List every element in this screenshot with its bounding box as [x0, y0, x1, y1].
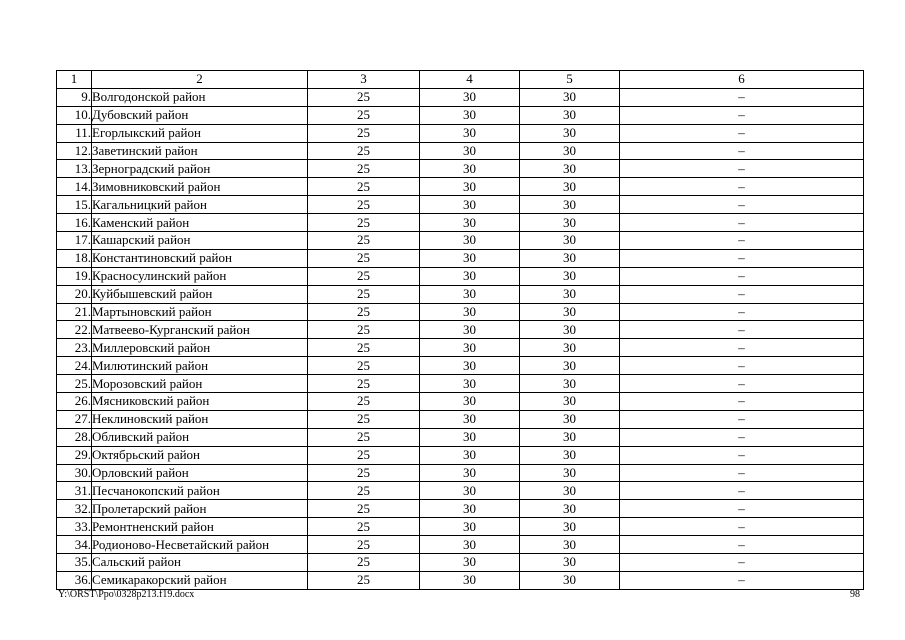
col4-value: 30: [420, 482, 520, 500]
col4-value: 30: [420, 303, 520, 321]
table-row: [57, 232, 864, 250]
col4-value: 30: [420, 88, 520, 106]
col4-value: 30: [420, 196, 520, 214]
col6-value: –: [620, 106, 864, 124]
col4-value: 30: [420, 464, 520, 482]
col6-value: –: [620, 285, 864, 303]
col4-value: 30: [420, 249, 520, 267]
table-row: [57, 321, 864, 339]
district-name: Красносулинский район: [92, 267, 308, 285]
col5-value: 30: [520, 303, 620, 321]
col4-value: 30: [420, 428, 520, 446]
district-name: Милютинский район: [92, 357, 308, 375]
col6-value: –: [620, 232, 864, 250]
district-name: Зимовниковский район: [92, 178, 308, 196]
col3-value: 25: [308, 375, 420, 393]
table-row: [57, 482, 864, 500]
col5-value: 30: [520, 285, 620, 303]
col6-value: –: [620, 160, 864, 178]
col6-value: –: [620, 214, 864, 232]
col4-value: 30: [420, 160, 520, 178]
table-row: [57, 124, 864, 142]
col6-value: –: [620, 267, 864, 285]
col6-value: –: [620, 464, 864, 482]
col3-value: 25: [308, 339, 420, 357]
table-row: [57, 357, 864, 375]
district-name: Песчанокопский район: [92, 482, 308, 500]
col5-value: 30: [520, 428, 620, 446]
col5-value: 30: [520, 249, 620, 267]
col6-value: –: [620, 321, 864, 339]
row-number: 11.: [57, 124, 92, 142]
col4-value: 30: [420, 500, 520, 518]
district-name: Куйбышевский район: [92, 285, 308, 303]
table-row: [57, 249, 864, 267]
col6-value: –: [620, 142, 864, 160]
col4-value: 30: [420, 375, 520, 393]
table-row: [57, 536, 864, 554]
col6-value: –: [620, 88, 864, 106]
col3-value: 25: [308, 357, 420, 375]
table-row: [57, 375, 864, 393]
col3-value: 25: [308, 500, 420, 518]
col4-value: 30: [420, 142, 520, 160]
district-name: Егорлыкский район: [92, 124, 308, 142]
col4-value: 30: [420, 518, 520, 536]
col5-value: 30: [520, 482, 620, 500]
col4-value: 30: [420, 357, 520, 375]
row-number: 19.: [57, 267, 92, 285]
row-number: 30.: [57, 464, 92, 482]
district-name: Орловский район: [92, 464, 308, 482]
col6-value: –: [620, 446, 864, 464]
row-number: 29.: [57, 446, 92, 464]
col6-value: –: [620, 500, 864, 518]
table-row: [57, 160, 864, 178]
row-number: 16.: [57, 214, 92, 232]
col6-value: –: [620, 124, 864, 142]
table-row: [57, 285, 864, 303]
table-row: [57, 393, 864, 411]
row-number: 20.: [57, 285, 92, 303]
row-number: 32.: [57, 500, 92, 518]
col4-value: 30: [420, 267, 520, 285]
row-number: 25.: [57, 375, 92, 393]
col5-value: 30: [520, 178, 620, 196]
col5-value: 30: [520, 160, 620, 178]
col6-value: –: [620, 428, 864, 446]
table-row: [57, 339, 864, 357]
column-number-2: 2: [92, 71, 308, 89]
row-number: 33.: [57, 518, 92, 536]
column-number-3: 3: [308, 71, 420, 89]
district-name: Семикаракорский район: [92, 571, 308, 589]
table-row: [57, 214, 864, 232]
col3-value: 25: [308, 124, 420, 142]
col3-value: 25: [308, 285, 420, 303]
district-name: Пролетарский район: [92, 500, 308, 518]
column-number-6: 6: [620, 71, 864, 89]
row-number: 24.: [57, 357, 92, 375]
row-number: 10.: [57, 106, 92, 124]
col6-value: –: [620, 357, 864, 375]
col4-value: 30: [420, 321, 520, 339]
table-row: [57, 554, 864, 572]
row-number: 27.: [57, 410, 92, 428]
col3-value: 25: [308, 249, 420, 267]
district-name: Волгодонской район: [92, 88, 308, 106]
col6-value: –: [620, 375, 864, 393]
col4-value: 30: [420, 339, 520, 357]
col3-value: 25: [308, 428, 420, 446]
col4-value: 30: [420, 410, 520, 428]
table-row: [57, 410, 864, 428]
col3-value: 25: [308, 178, 420, 196]
col3-value: 25: [308, 536, 420, 554]
district-name: Константиновский район: [92, 249, 308, 267]
col6-value: –: [620, 303, 864, 321]
district-name: Кагальницкий район: [92, 196, 308, 214]
col5-value: 30: [520, 124, 620, 142]
col4-value: 30: [420, 554, 520, 572]
row-number: 9.: [57, 88, 92, 106]
col3-value: 25: [308, 196, 420, 214]
table-row: [57, 428, 864, 446]
footer-page-number: 98: [850, 589, 860, 600]
table-row: [57, 88, 864, 106]
col3-value: 25: [308, 160, 420, 178]
col5-value: 30: [520, 321, 620, 339]
district-name: Матвеево-Курганский район: [92, 321, 308, 339]
col3-value: 25: [308, 446, 420, 464]
row-number: 31.: [57, 482, 92, 500]
col5-value: 30: [520, 571, 620, 589]
col5-value: 30: [520, 357, 620, 375]
col5-value: 30: [520, 142, 620, 160]
col6-value: –: [620, 249, 864, 267]
col4-value: 30: [420, 571, 520, 589]
col3-value: 25: [308, 142, 420, 160]
col3-value: 25: [308, 482, 420, 500]
district-name: Морозовский район: [92, 375, 308, 393]
col6-value: –: [620, 393, 864, 411]
col5-value: 30: [520, 518, 620, 536]
table-row: [57, 571, 864, 589]
district-name: Зерноградский район: [92, 160, 308, 178]
district-name: Дубовский район: [92, 106, 308, 124]
col5-value: 30: [520, 267, 620, 285]
col5-value: 30: [520, 446, 620, 464]
row-number: 23.: [57, 339, 92, 357]
column-number-row: [57, 71, 864, 89]
district-name: Сальский район: [92, 554, 308, 572]
col6-value: –: [620, 536, 864, 554]
col3-value: 25: [308, 571, 420, 589]
row-number: 22.: [57, 321, 92, 339]
col4-value: 30: [420, 446, 520, 464]
table-body: [57, 71, 864, 590]
col6-value: –: [620, 410, 864, 428]
col5-value: 30: [520, 410, 620, 428]
col6-value: –: [620, 178, 864, 196]
col5-value: 30: [520, 196, 620, 214]
row-number: 36.: [57, 571, 92, 589]
col6-value: –: [620, 554, 864, 572]
col5-value: 30: [520, 536, 620, 554]
row-number: 35.: [57, 554, 92, 572]
column-number-1: 1: [57, 71, 92, 89]
col4-value: 30: [420, 124, 520, 142]
table-row: [57, 500, 864, 518]
col3-value: 25: [308, 303, 420, 321]
row-number: 28.: [57, 428, 92, 446]
col6-value: –: [620, 339, 864, 357]
district-name: Мартыновский район: [92, 303, 308, 321]
district-name: Каменский район: [92, 214, 308, 232]
col3-value: 25: [308, 267, 420, 285]
row-number: 14.: [57, 178, 92, 196]
col4-value: 30: [420, 536, 520, 554]
col6-value: –: [620, 571, 864, 589]
col5-value: 30: [520, 554, 620, 572]
col4-value: 30: [420, 106, 520, 124]
table-row: [57, 142, 864, 160]
row-number: 13.: [57, 160, 92, 178]
col3-value: 25: [308, 106, 420, 124]
table-row: [57, 267, 864, 285]
col3-value: 25: [308, 410, 420, 428]
col3-value: 25: [308, 321, 420, 339]
row-number: 17.: [57, 232, 92, 250]
col5-value: 30: [520, 393, 620, 411]
col5-value: 30: [520, 232, 620, 250]
row-number: 34.: [57, 536, 92, 554]
district-name: Миллеровский район: [92, 339, 308, 357]
table-row: [57, 464, 864, 482]
col4-value: 30: [420, 232, 520, 250]
footer-file-path: Y:\ORST\Ppo\0328p213.f19.docx: [58, 589, 195, 600]
district-name: Кашарский район: [92, 232, 308, 250]
row-number: 18.: [57, 249, 92, 267]
district-name: Обливский район: [92, 428, 308, 446]
col5-value: 30: [520, 339, 620, 357]
district-name: Октябрьский район: [92, 446, 308, 464]
col6-value: –: [620, 482, 864, 500]
table-row: [57, 446, 864, 464]
column-number-5: 5: [520, 71, 620, 89]
col5-value: 30: [520, 88, 620, 106]
col5-value: 30: [520, 500, 620, 518]
col6-value: –: [620, 196, 864, 214]
col5-value: 30: [520, 214, 620, 232]
row-number: 12.: [57, 142, 92, 160]
row-number: 15.: [57, 196, 92, 214]
col5-value: 30: [520, 464, 620, 482]
district-name: Мясниковский район: [92, 393, 308, 411]
col6-value: –: [620, 518, 864, 536]
table-row: [57, 196, 864, 214]
table-row: [57, 106, 864, 124]
col3-value: 25: [308, 214, 420, 232]
col4-value: 30: [420, 285, 520, 303]
col3-value: 25: [308, 464, 420, 482]
row-number: 21.: [57, 303, 92, 321]
col3-value: 25: [308, 518, 420, 536]
col4-value: 30: [420, 214, 520, 232]
col3-value: 25: [308, 232, 420, 250]
col3-value: 25: [308, 554, 420, 572]
table-row: [57, 178, 864, 196]
col3-value: 25: [308, 393, 420, 411]
district-name: Неклиновский район: [92, 410, 308, 428]
col3-value: 25: [308, 88, 420, 106]
col5-value: 30: [520, 375, 620, 393]
col4-value: 30: [420, 393, 520, 411]
district-table: [56, 70, 864, 590]
table-row: [57, 303, 864, 321]
column-number-4: 4: [420, 71, 520, 89]
row-number: 26.: [57, 393, 92, 411]
district-name: Ремонтненский район: [92, 518, 308, 536]
district-name: Родионово-Несветайский район: [92, 536, 308, 554]
col4-value: 30: [420, 178, 520, 196]
table-row: [57, 518, 864, 536]
col5-value: 30: [520, 106, 620, 124]
district-name: Заветинский район: [92, 142, 308, 160]
